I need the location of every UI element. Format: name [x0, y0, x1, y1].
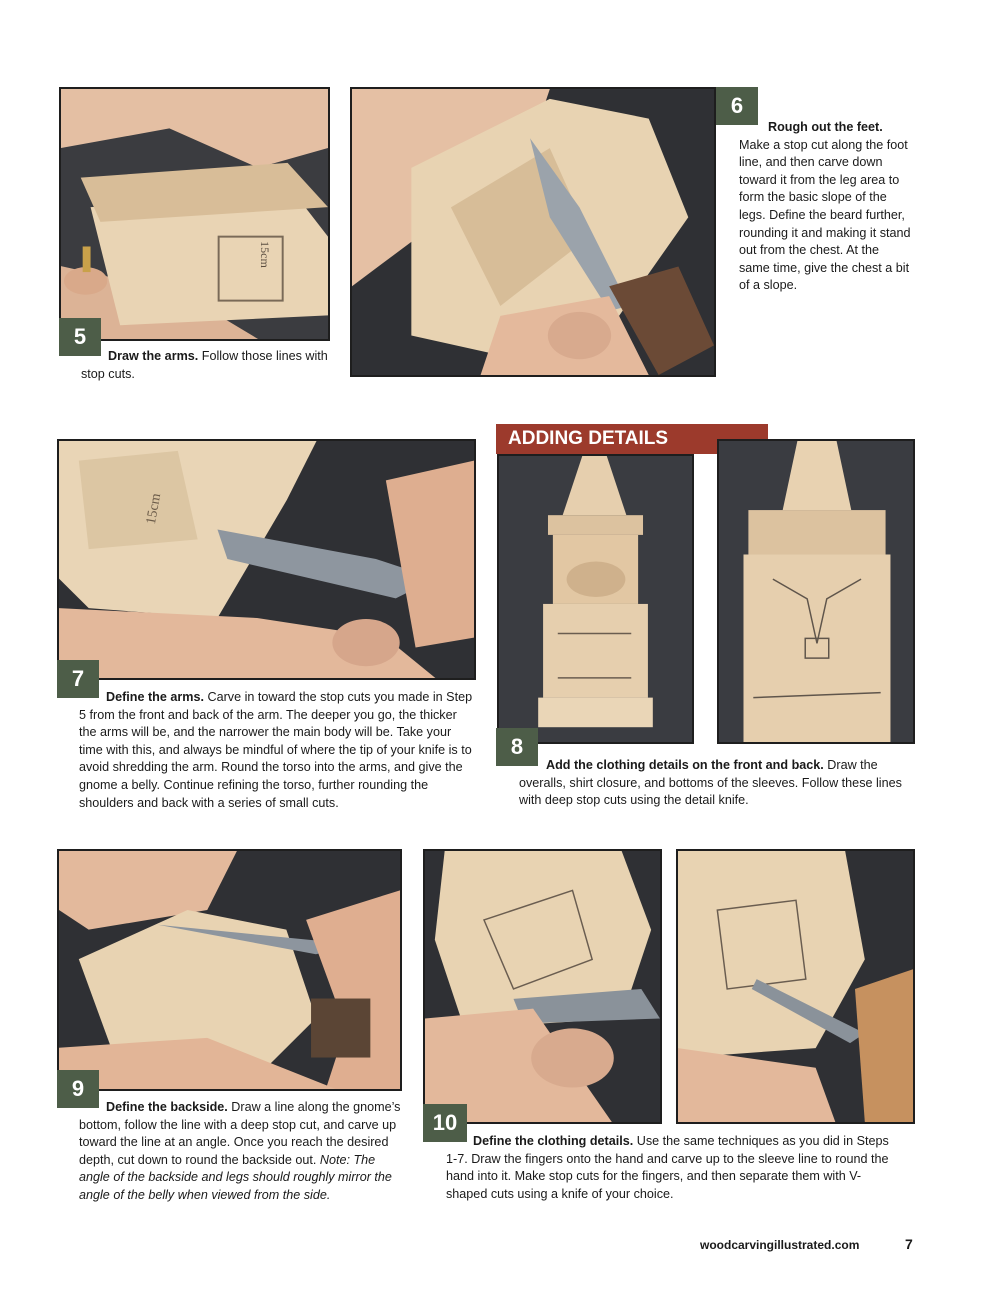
step-5-photo [59, 87, 330, 341]
section-banner: ADDING DETAILS [496, 424, 768, 454]
step-9-note: Note: The angle of the backside and legs should roughly mirror the angle of the belly when viewed from the side. [79, 1152, 392, 1202]
step-5-badge: 5 [59, 318, 101, 356]
step-7-text: Carve in toward the stop cuts you made in Step 5 from the front and back of the arm. The deeper you go, the thicker the arms will be, and the narrower the main body will be. Take your time with this, and always be mindful of where the tip of your knife is to avoid shredding the arm. Round the torso into the arms, and give the gnome a belly. Continue refining the torso, further rounding the shoulders and back with a series of small cuts. [79, 690, 473, 810]
step-10-text: Use the same techniques as you did in Steps 1-7. Draw the fingers onto the hand and carve up to the sleeve line to round the hand into it. Make stop cuts for the fingers, and then separate them with V-shaped cuts using a knife of your choice. [446, 1134, 889, 1201]
step-10-badge: 10 [423, 1104, 467, 1142]
hands-carving-illustration [425, 851, 660, 1122]
step-7-badge: 7 [57, 660, 99, 698]
page-number: 7 [905, 1236, 913, 1252]
step-7-title: Define the arms. [106, 690, 204, 704]
step-10-caption [446, 1133, 896, 1203]
block-marking-label: 15cm [143, 492, 165, 526]
step-5-text: Follow those lines with stop cuts. [81, 349, 328, 381]
hands-carving-illustration [678, 851, 913, 1122]
step-5-title: Draw the arms. [108, 349, 199, 363]
step-10-photo-a [423, 849, 662, 1124]
step-10-photo-b [676, 849, 915, 1124]
hands-carving-illustration [61, 89, 328, 339]
hands-carving-illustration [352, 89, 714, 375]
block-marking-label: 15cm [257, 241, 272, 268]
step-6-text: Make a stop cut along the foot line, and then carve down toward it from the leg area to form the basic slope of the legs. Define the beard further, rounding it and making it stand out from the chest. At the same time, give the chest a bit of a slope. [739, 137, 911, 293]
step-10-title: Define the clothing details. [473, 1134, 634, 1148]
step-6-title: Rough out the feet. [768, 120, 883, 134]
step-9-badge: 9 [57, 1070, 99, 1108]
step-9-text: Draw a line along the gnome’s bottom, follow the line with a deep stop cut, and carve up toward the line at an angle. Once you reach the desired depth, cut down to round the backside out. [79, 1100, 401, 1167]
gnome-back-illustration [719, 441, 913, 742]
step-8-text: Draw the overalls, shirt closure, and bottoms of the sleeves. Follow these lines with deep stop cuts using the detail knife. [519, 758, 902, 808]
step-8-badge: 8 [496, 728, 538, 766]
step-6-badge: 6 [716, 87, 758, 125]
step-8-front-photo [497, 454, 694, 744]
step-8-back-photo [717, 439, 915, 744]
step-8-caption [519, 757, 904, 810]
footer-website: woodcarvingillustrated.com [700, 1238, 860, 1252]
step-9-title: Define the backside. [106, 1100, 228, 1114]
step-5-caption [81, 348, 331, 383]
step-6-caption [739, 119, 911, 295]
step-7-caption [79, 689, 475, 812]
gnome-front-illustration [499, 456, 692, 742]
step-9-caption [79, 1099, 404, 1205]
step-9-photo [57, 849, 402, 1091]
step-6-photo [350, 87, 716, 377]
step-8-title: Add the clothing details on the front and back. [546, 758, 824, 772]
hands-carving-illustration [59, 851, 400, 1089]
hands-carving-illustration [59, 441, 474, 678]
step-7-photo [57, 439, 476, 680]
